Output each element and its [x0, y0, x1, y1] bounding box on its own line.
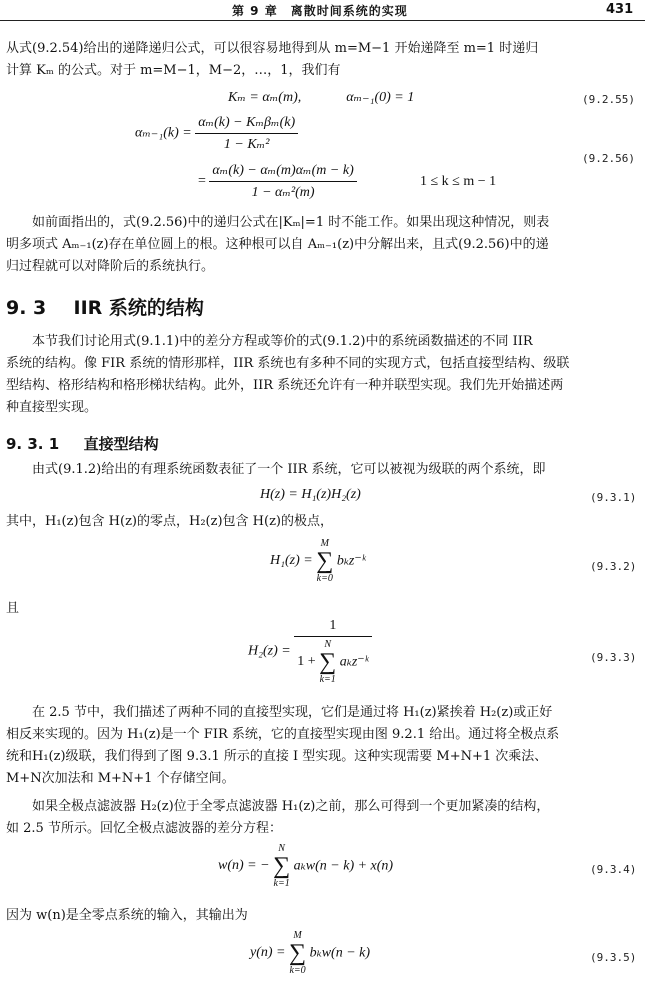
- sum-term: aₖw(n − k) + x(n): [293, 858, 394, 874]
- equation-9-2-55: [228, 89, 414, 106]
- chapter-title: 第 9 章 离散时间系统的实现: [232, 4, 408, 18]
- text-line: 相反来实现的。因为 H₁(z)是一个 FIR 系统，它的直接型实现由图 9.2.1 给出。通过将全极点系: [6, 727, 560, 742]
- sigma-symbol: ∑: [319, 649, 337, 675]
- equation-number: (9.3.4): [590, 863, 637, 876]
- section-number: 9. 3: [6, 297, 47, 319]
- paragraph-8: [6, 796, 549, 840]
- text-line: 型结构、格形结构和格形梯状结构。此外，IIR 系统还允许有一种并联型实现。我们先开始描述两: [6, 378, 564, 393]
- equation-lhs: w(n) = −: [218, 858, 270, 873]
- text-line: 如果全极点滤波器 H₂(z)位于全零点滤波器 H₁(z)之前，那么可得到一个更加紧凑的结构，: [32, 799, 550, 814]
- text-line: 本节我们讨论用式(9.1.1)中的差分方程或等价的式(9.1.2)中的系统函数描述的不同 IIR: [32, 334, 533, 349]
- section-title: IIR 系统的结构: [73, 297, 204, 319]
- equation-9-3-1: [260, 487, 361, 503]
- equation-9-3-2: [270, 538, 366, 584]
- sum-lower-limit: k=0: [289, 965, 306, 976]
- sum-term: bₖw(n − k): [309, 945, 371, 961]
- numerator: αₘ(k) − αₘ(m)αₘ(m − k): [209, 162, 356, 182]
- section-heading-9-3-1: [6, 433, 159, 454]
- sum-lower-limit: k=1: [319, 674, 336, 685]
- sum-upper-limit: N: [278, 843, 285, 854]
- equation-lhs: αₘ₋₁(k) =: [135, 125, 192, 141]
- paragraph-3: [6, 331, 569, 419]
- text-line: 如前面指出的，式(9.2.56)中的递归公式在|Kₘ|=1 时不能工作。如果出现这种情况，则表: [32, 215, 550, 230]
- equation-lhs: y(n) =: [250, 945, 286, 960]
- equation-number: (9.3.2): [590, 560, 637, 573]
- fraction: [209, 162, 356, 201]
- paragraph-2: [6, 212, 549, 278]
- text-line: 其中，H₁(z)包含 H(z)的零点，H₂(z)包含 H(z)的极点，: [6, 514, 334, 529]
- section-number: 9. 3. 1: [6, 435, 60, 453]
- paragraph-5: [6, 511, 333, 533]
- summation: [289, 930, 306, 976]
- denominator: 1 − Kₘ²: [223, 137, 270, 152]
- paragraph-6: [6, 598, 19, 620]
- summation: [319, 639, 336, 685]
- sum-upper-limit: M: [293, 930, 302, 941]
- text-line: 归过程就可以对降阶后的系统执行。: [6, 259, 215, 274]
- equation-number: (9.3.5): [590, 951, 637, 964]
- paragraph-7: [6, 702, 559, 790]
- sigma-symbol: ∑: [316, 548, 334, 574]
- text-line: 统和H₁(z)级联，我们得到了图 9.3.1 所示的直接 I 型实现。这种实现需要 M+N+1 次乘法、: [6, 749, 548, 764]
- page-header: [0, 0, 645, 21]
- equation-number: (9.3.3): [590, 651, 637, 664]
- page-number: 431: [606, 2, 634, 17]
- sum-lower-limit: k=1: [273, 878, 290, 889]
- text-line: 明多项式 Aₘ₋₁(z)存在单位圆上的根。这种根可以自 Aₘ₋₁(z)中分解出来，且式(9.2.56)中的递: [6, 237, 549, 252]
- text-line: 因为 w(n)是全零点系统的输入，其输出为: [6, 908, 248, 923]
- sum-term: bₖz⁻ᵏ: [336, 553, 366, 569]
- summation: [316, 538, 333, 584]
- sum-term: aₖz⁻ᵏ: [339, 654, 369, 670]
- equation-number: (9.3.1): [590, 491, 637, 504]
- text-line: 种直接型实现。: [6, 400, 98, 415]
- equation-lhs: H₂(z) =: [248, 643, 291, 659]
- text-line: 在 2.5 节中，我们描述了两种不同的直接型实现，它们是通过将 H₁(z)紧挨着 H₂(z)或正好: [32, 705, 553, 720]
- equation-text: H(z) = H₁(z)H₂(z): [260, 487, 361, 502]
- equation-number: (9.2.56): [582, 152, 635, 165]
- equation-number: (9.2.55): [582, 93, 635, 106]
- fraction: [294, 618, 371, 685]
- equation-rhs: αₘ₋₁(0) = 1: [346, 90, 415, 105]
- summation: [273, 843, 290, 889]
- equation-9-2-56-line2: [198, 162, 357, 201]
- numerator: 1: [294, 618, 371, 637]
- text-line: 由式(9.1.2)给出的有理系统函数表征了一个 IIR 系统，它可以被视为级联的两个系统，即: [32, 462, 546, 477]
- equation-lhs: Kₘ = αₘ(m),: [228, 90, 302, 105]
- sum-upper-limit: N: [324, 639, 331, 650]
- sum-upper-limit: M: [320, 538, 329, 549]
- denominator-prefix: 1 +: [297, 654, 316, 669]
- text-line: 从式(9.2.54)给出的递降递归公式，可以很容易地得到从 m=M−1 开始递降至 m=1 时递归: [6, 41, 539, 56]
- paragraph-9: [6, 905, 248, 927]
- sigma-symbol: ∑: [289, 940, 307, 966]
- equals-sign: =: [198, 173, 206, 189]
- numerator: αₘ(k) − Kₘβₘ(k): [195, 114, 298, 134]
- paragraph-1: [6, 38, 538, 82]
- text-line: 计算 Kₘ 的公式。对于 m=M−1，M−2，…，1，我们有: [6, 63, 341, 78]
- section-title: 直接型结构: [83, 435, 159, 453]
- text-line: 且: [6, 601, 20, 616]
- text-line: 系统的结构。像 FIR 系统的情形那样，IIR 系统也有多种不同的实现方式，包括直接型结构、级联: [6, 356, 570, 371]
- equation-9-2-56-line1: [135, 114, 298, 153]
- equation-9-3-5: [250, 930, 370, 976]
- equation-9-3-4: [218, 843, 393, 889]
- text-line: M+N次加法和 M+N+1 个存储空间。: [6, 771, 235, 786]
- equation-9-3-3: [248, 618, 372, 685]
- denominator: [294, 637, 371, 685]
- equation-condition: 1 ≤ k ≤ m − 1: [420, 174, 497, 189]
- section-heading-9-3: [6, 293, 204, 320]
- equation-lhs: H₁(z) =: [270, 553, 313, 568]
- denominator: 1 − αₘ²(m): [251, 185, 315, 200]
- text-line: 如 2.5 节所示。回忆全极点滤波器的差分方程：: [6, 821, 282, 836]
- paragraph-4: [6, 459, 546, 481]
- sum-lower-limit: k=0: [316, 573, 333, 584]
- fraction: [195, 114, 298, 153]
- sigma-symbol: ∑: [273, 853, 291, 879]
